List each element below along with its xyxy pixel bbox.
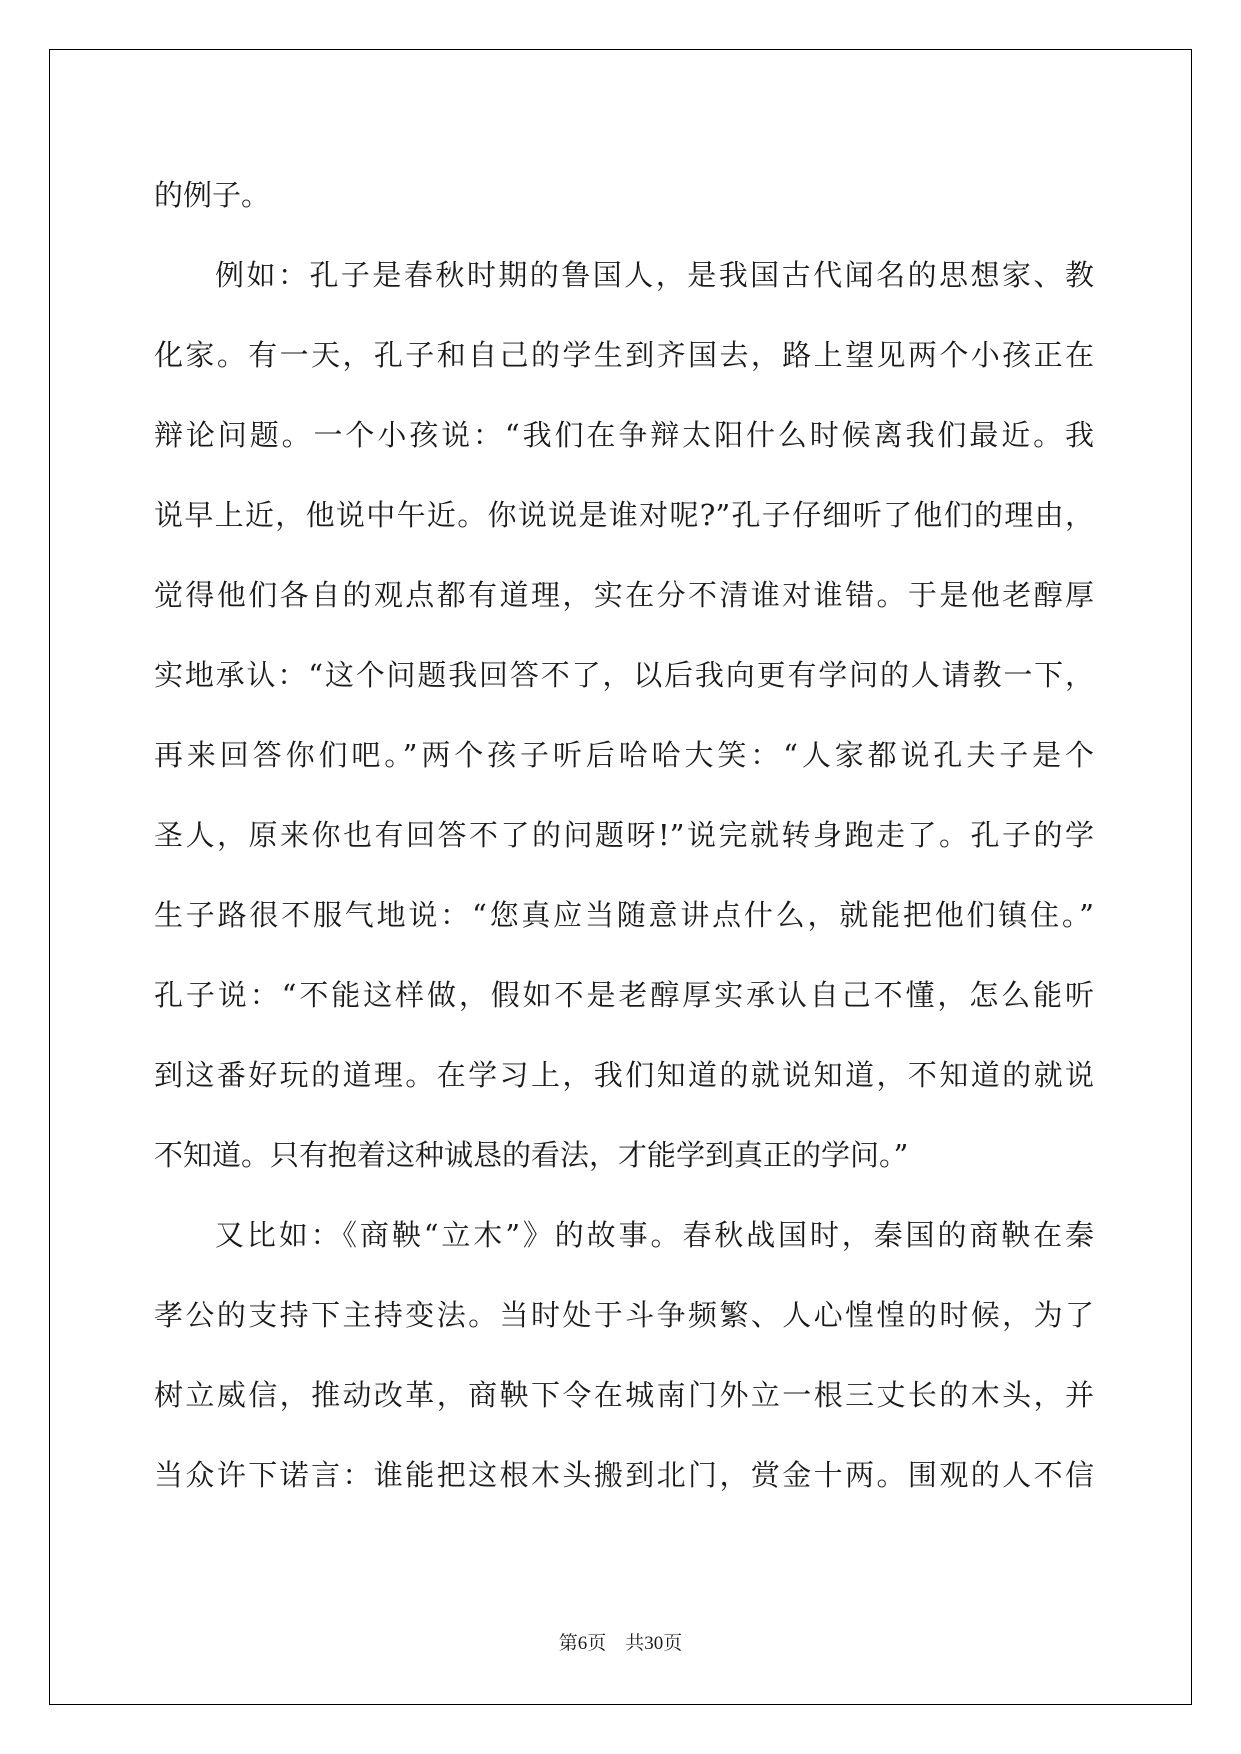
- paragraph-line: 再来回答你们吧。”两个孩子听后哈哈大笑：“人家都说孔夫子是个: [154, 738, 1094, 772]
- total-pages: 共30页: [625, 1633, 683, 1654]
- paragraph-line: 实地承认：“这个问题我回答不了，以后我向更有学问的人请教一下，: [154, 658, 1094, 692]
- paragraph-line: 辩论问题。一个小孩说：“我们在争辩太阳什么时候离我们最近。我: [154, 418, 1094, 452]
- paragraph-line: 的例子。: [154, 178, 271, 212]
- paragraph-line: 化家。有一天，孔子和自己的学生到齐国去，路上望见两个小孩正在: [154, 338, 1094, 372]
- paragraph-line: 当众许下诺言：谁能把这根木头搬到北门，赏金十两。围观的人不信: [154, 1458, 1094, 1492]
- paragraph-line: 孝公的支持下主持变法。当时处于斗争频繁、人心惶惶的时候，为了: [154, 1298, 1094, 1332]
- paragraph-line: 孔子说：“不能这样做，假如不是老醇厚实承认自己不懂，怎么能听: [154, 978, 1094, 1012]
- paragraph-line: 不知道。只有抱着这种诚恳的看法，才能学到真正的学问。”: [154, 1138, 909, 1172]
- paragraph-line: 又比如：《商鞅“立木”》的故事。春秋战国时，秦国的商鞅在秦: [215, 1218, 1094, 1252]
- paragraph-line: 生子路很不服气地说：“您真应当随意讲点什么，就能把他们镇住。”: [154, 898, 1094, 932]
- paragraph-line: 例如：孔子是春秋时期的鲁国人，是我国古代闻名的思想家、教: [215, 258, 1094, 292]
- page-footer: [0, 1632, 1241, 1656]
- paragraph-line: 到这番好玩的道理。在学习上，我们知道的就说知道，不知道的就说: [154, 1058, 1094, 1092]
- paragraph-line: 说早上近，他说中午近。你说说是谁对呢?”孔子仔细听了他们的理由，: [154, 498, 1094, 532]
- paragraph-line: 觉得他们各自的观点都有道理，实在分不清谁对谁错。于是他老醇厚: [154, 578, 1094, 612]
- paragraph-line: 圣人，原来你也有回答不了的问题呀!”说完就转身跑走了。孔子的学: [154, 818, 1094, 852]
- page-number: 第6页: [558, 1633, 607, 1654]
- document-body: [154, 155, 1094, 1515]
- paragraph-line: 树立威信，推动改革，商鞅下令在城南门外立一根三丈长的木头，并: [154, 1378, 1094, 1412]
